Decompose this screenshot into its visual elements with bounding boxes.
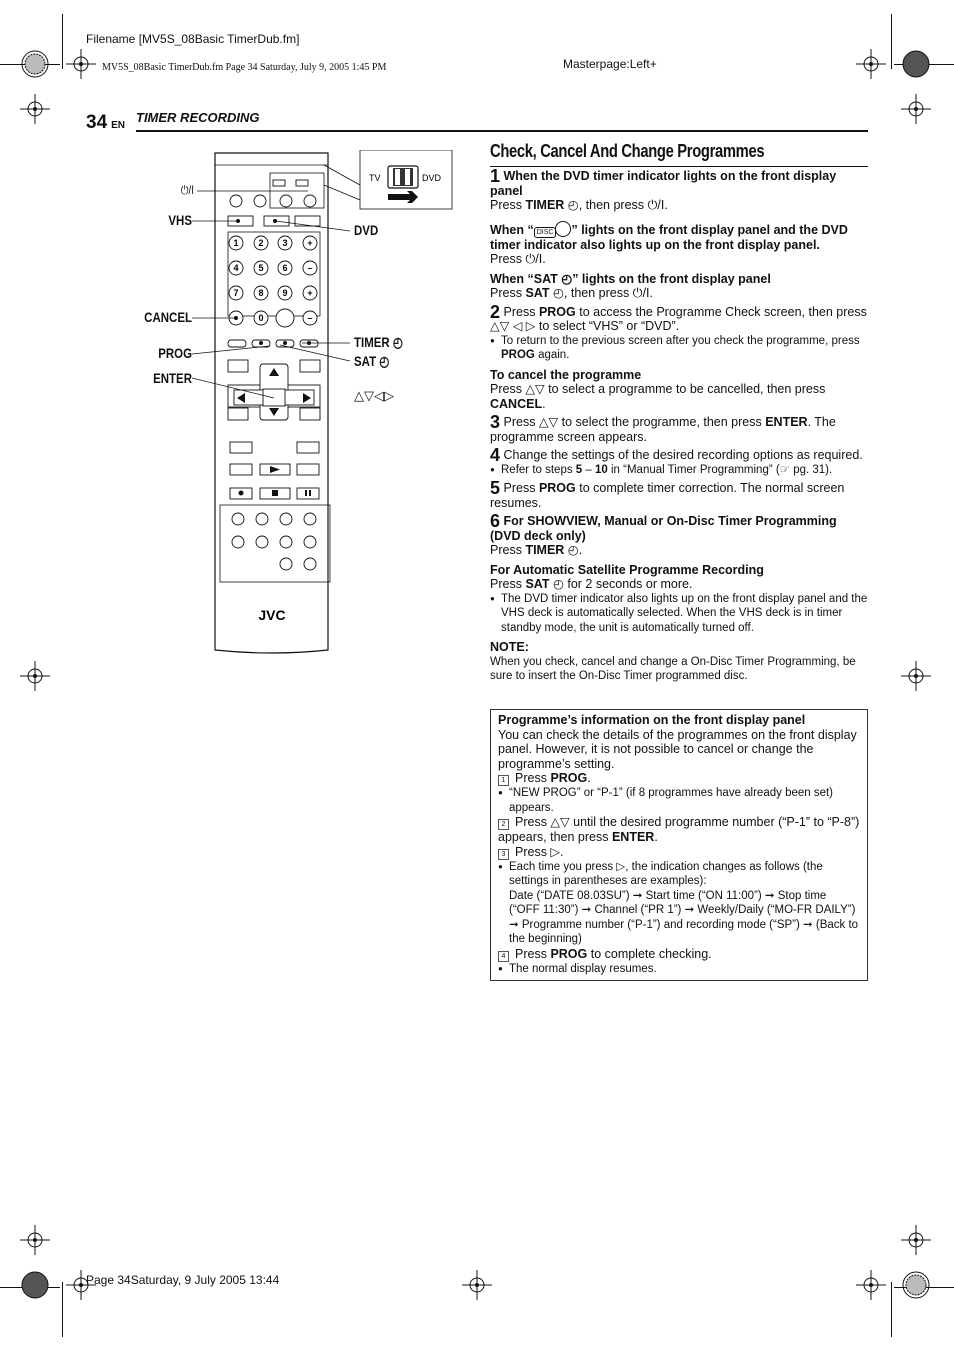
crop-mark [62,14,63,69]
crosshair-icon [901,661,931,691]
step-4: 4 Change the settings of the desired recording options as required. [490,445,863,465]
step-2: 2 Press PROG to access the Programme Check screen, then press △▽ ◁ ▷ to select “VHS” or “DVD”. [490,301,867,333]
note-text: When you check, cancel and change a On-Disc Timer Programming, be sure to insert the On-Disc Timer programmed disc. [490,655,856,682]
svg-text:+: + [307,288,313,298]
svg-text:–: – [307,313,313,323]
registration-mark-icon [901,49,931,79]
step-3: 3 Press △▽ to select the programme, then press ENTER. The programme screen appears. [490,412,836,444]
crop-mark [62,1282,63,1337]
registration-mark-icon [20,49,50,79]
crosshair-icon [462,1270,492,1300]
svg-text:8: 8 [258,288,264,298]
prog-label: PROG [158,345,192,361]
crosshair-icon [856,49,886,79]
timer-label: TIMER ◴ [354,334,403,350]
svg-text:4: 4 [233,263,239,273]
note-heading: NOTE: [490,640,529,654]
header-rule [136,130,868,132]
instructions: 1 When the DVD timer indicator lights on the front display panel Press TIMER ◴, then press ⏻/I. When “ DISC ” lights on the front display panel and the DVD timer indicator also lights up on the front display panel. Press ⏻/I. When “SAT ◴” lights on the front display panel Press SAT ◴, then press ⏻/I. 2 Press PROG to access the Programme Check screen, then press △▽ ◁ ▷ to select “VHS” or “DVD”. ● To return to the previous screen after you check the programme, press PROG again. To cancel the programme Press △▽ to select a programme to be cancelled, then press CANCEL. 3 Press △▽ to select the programme, then press ENTER. The programme screen appears. 4 Change the settings of the desired recording options as required. ● Refer to steps 5 – 10 in “Manual Timer Programming” (☞ pg. 31). 5 Press PROG to complete timer correction. The normal screen resumes. 6 For SHOWVIEW, Manual or On-Disc Timer Programming (DVD deck only) Press TIMER ◴. For Automatic Satellite Programme Recording Press SAT ◴ for 2 seconds or more. ● The DVD timer indicator also lights up on the front display panel and the VHS deck is automatically selected. When the VHS deck is in timer standby mode, the unit is automatically turned off. NOTE: When you check, cancel and change a On-Disc Timer Programming, be sure to insert the On-Disc Timer programmed disc. [490,169,868,683]
page-title: Check, Cancel And Change Programmes [490,141,765,161]
info-box: Programme’s information on the front display panel You can check the details of the programmes on the front display panel. However, it is not possible to cancel or change the programme’s setting. 1 Press PROG. ● “NEW PROG” or “P-1” (if 8 programmes have already been set) appears. 2 Press △▽ until the desired programme number (“P-1” to “P-8”) appears, then press ENTER. 3 Press ▷. ● Each time you press ▷, the indication changes as follows (the settings in parentheses are examples): Date (“DATE 08.03SU”) ➞ Start time (“ON 11:00”) ➞ Stop time (“OFF 11:30”) ➞ Channel (“PR 1”) ➞ Weekly/Daily (“MO-FR DAILY”) ➞ Programme number (“P-1”) and recording mode (“SP”) ➞ (Back to the beginning) 4 Press PROG to complete checking. ● The normal display resumes. [490,709,868,981]
registration-mark-icon [901,1270,931,1300]
svg-text:DVD: DVD [422,173,442,183]
power-label: ⏻/I [180,183,194,197]
step-5: 5 Press PROG to complete timer correction. The normal screen resumes. [490,478,845,510]
filename: Filename [MV5S_08Basic TimerDub.fm] [86,32,300,46]
cancel-label: CANCEL [144,309,192,325]
crosshair-icon [20,1225,50,1255]
step-1: 1 When the DVD timer indicator lights on the front display panel [490,166,837,198]
registration-mark-icon [20,1270,50,1300]
footer-info: Page 34Saturday, 9 July 2005 13:44 [86,1273,280,1287]
sat-label: SAT ◴ [354,353,390,369]
crosshair-icon [66,49,96,79]
svg-text:3: 3 [282,238,288,248]
svg-text:6: 6 [282,263,288,273]
crosshair-icon [856,1270,886,1300]
svg-text:2: 2 [258,238,264,248]
page-number: 34 EN [86,112,126,133]
crosshair-icon [901,94,931,124]
crosshair-icon [20,94,50,124]
brand-logo: JVC [258,607,286,623]
svg-text:+: + [307,238,313,248]
crosshair-icon [20,661,50,691]
title-rule [490,166,868,167]
svg-text:7: 7 [233,288,239,298]
svg-text:–: – [307,263,313,273]
file-info-line: MV5S_08Basic TimerDub.fm Page 34 Saturday, July 9, 2005 1:45 PM [102,62,387,73]
arrow-keys-label: △▽◁▷ [354,388,394,403]
svg-text:5: 5 [258,263,264,273]
svg-text:TV: TV [369,173,381,183]
crop-mark [891,14,892,69]
crosshair-icon [901,1225,931,1255]
section-title: TIMER RECORDING [136,110,260,125]
vhs-label: VHS [168,212,192,228]
masterpage: Masterpage:Left+ [563,57,657,71]
info-box-title: Programme’s information on the front display panel [498,713,806,727]
svg-text:0: 0 [258,313,264,323]
callout-lines [190,180,350,400]
dvd-label: DVD [354,222,379,238]
enter-label: ENTER [153,370,192,386]
disc-timer-icon: DISC [534,227,557,238]
svg-text:9: 9 [282,288,288,298]
svg-text:1: 1 [233,238,239,248]
step-6: 6 For SHOWVIEW, Manual or On-Disc Timer Programming (DVD deck only) [490,511,837,543]
crop-mark [891,1282,892,1337]
